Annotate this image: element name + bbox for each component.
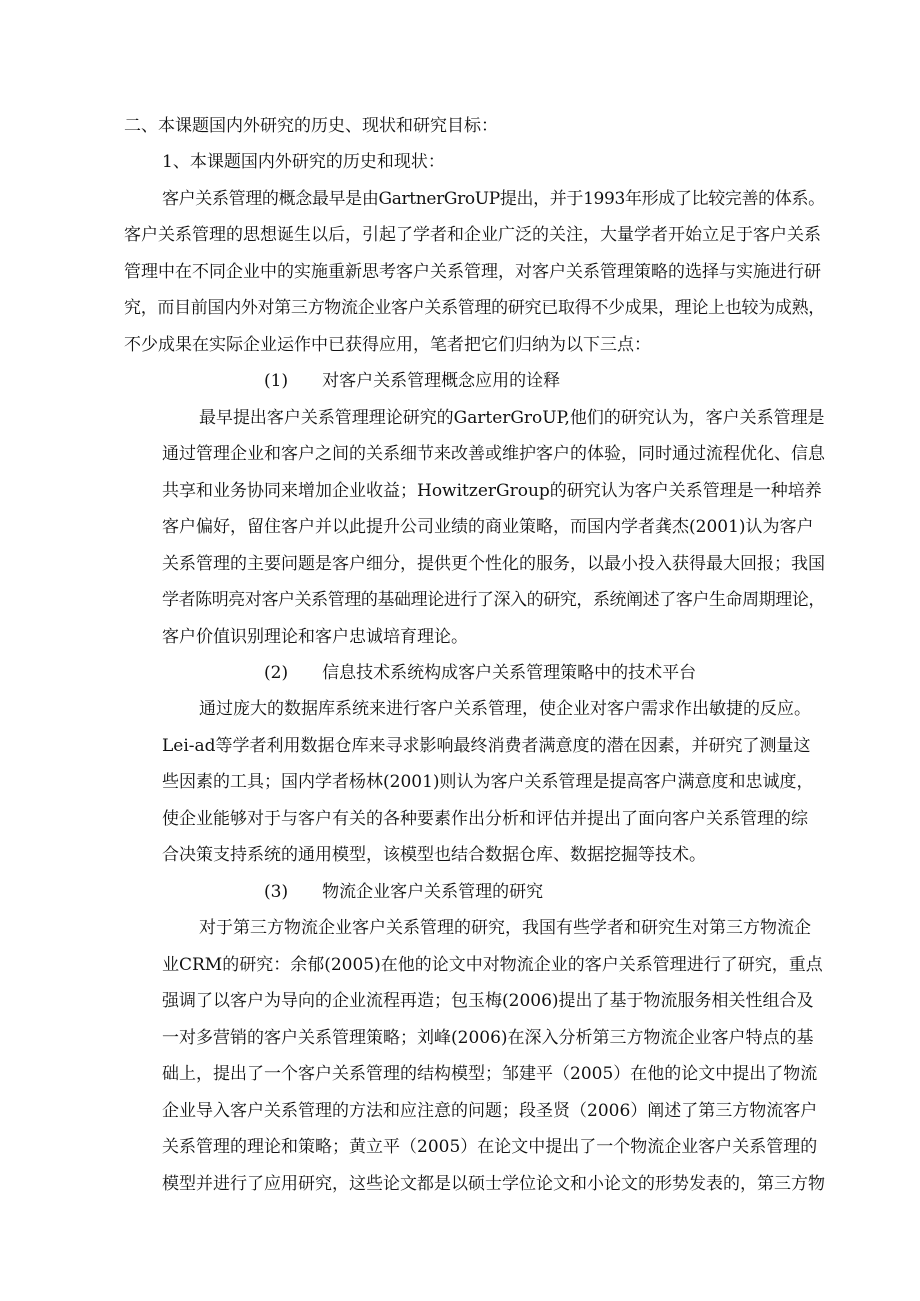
list-item-heading-3: (3) 物流企业客户关系管理的研究 xyxy=(264,882,544,902)
paragraph-line: 通过管理企业和客户之间的关系细节来改善或维护客户的体验，同时通过流程优化、信息 xyxy=(162,444,825,464)
paragraph-line: 模型并进行了应用研究，这些论文都是以硕士学位论文和小论文的形势发表的，第三方物 xyxy=(162,1174,825,1194)
paragraph-line: 一对多营销的客户关系管理策略；刘峰(2006)在深入分析第三方物流企业客户特点的基 xyxy=(162,1028,814,1048)
paragraph-line: 最早提出客户关系管理理论研究的GarterGroUP,他们的研究认为，客户关系管理是 xyxy=(199,408,825,428)
paragraph-line: 合决策支持系统的通用模型，该模型也结合数据仓库、数据挖掘等技术。 xyxy=(162,845,706,865)
paragraph-line: 客户价值识别理论和客户忠诚培育理论。 xyxy=(162,627,468,647)
paragraph-line: 客户关系管理的概念最早是由GartnerGroUP提出，并于1993年形成了比较完善的体系。 xyxy=(162,189,825,209)
paragraph-line: Lei-ad等学者利用数据仓库来寻求影响最终消费者满意度的潜在因素，并研究了测量这 xyxy=(162,736,811,756)
section-heading: 二、本课题国内外研究的历史、现状和研究目标： xyxy=(124,116,498,136)
paragraph-line: 企业导入客户关系管理的方法和应注意的问题；段圣贤（2006）阐述了第三方物流客户 xyxy=(162,1101,818,1121)
paragraph-line: 究，而目前国内外对第三方物流企业客户关系管理的研究已取得不少成果，理论上也较为成熟， xyxy=(124,298,825,318)
paragraph-line: 础上，提出了一个客户关系管理的结构模型；邹建平（2005）在他的论文中提出了物流 xyxy=(162,1064,818,1084)
paragraph-line: 使企业能够对于与客户有关的各种要素作出分析和评估并提出了面向客户关系管理的综 xyxy=(162,809,808,829)
paragraph-line: 共享和业务协同来增加企业收益；HowitzerGroup的研究认为客户关系管理是一种培养 xyxy=(162,481,822,501)
paragraph-line: 关系管理的理论和策略；黄立平（2005）在论文中提出了一个物流企业客户关系管理的 xyxy=(162,1137,818,1157)
paragraph-line: 业CRM的研究：余郁(2005)在他的论文中对物流企业的客户关系管理进行了研究，重点 xyxy=(162,955,823,975)
paragraph-line: 强调了以客户为导向的企业流程再造；包玉梅(2006)提出了基于物流服务相关性组合及 xyxy=(162,991,814,1011)
paragraph-line: 客户关系管理的思想诞生以后，引起了学者和企业广泛的关注，大量学者开始立足于客户关系 xyxy=(124,225,821,245)
paragraph-line: 些因素的工具；国内学者杨林(2001)则认为客户关系管理是提高客户满意度和忠诚度， xyxy=(162,772,814,792)
paragraph-line: 关系管理的主要问题是客户细分，提供更个性化的服务，以最小投入获得最大回报；我国 xyxy=(162,554,825,574)
paragraph-line: 管理中在不同企业中的实施重新思考客户关系管理，对客户关系管理策略的选择与实施进行研 xyxy=(124,262,821,282)
paragraph-line: 不少成果在实际企业运作中已获得应用，笔者把它们归纳为以下三点： xyxy=(124,335,651,355)
paragraph-line: 客户偏好，留住客户并以此提升公司业绩的商业策略，而国内学者龚杰(2001)认为客户 xyxy=(162,517,814,537)
subsection-heading: 1、本课题国内外研究的历史和现状： xyxy=(162,152,445,172)
list-item-heading-1: (1) 对客户关系管理概念应用的诠释 xyxy=(264,371,561,391)
paragraph-line: 通过庞大的数据库系统来进行客户关系管理，使企业对客户需求作出敏捷的反应。 xyxy=(199,699,811,719)
paragraph-line: 对于第三方物流企业客户关系管理的研究，我国有些学者和研究生对第三方物流企 xyxy=(199,918,811,938)
paragraph-line: 学者陈明亮对客户关系管理的基础理论进行了深入的研究，系统阐述了客户生命周期理论， xyxy=(162,590,825,610)
list-item-heading-2: (2) 信息技术系统构成客户关系管理策略中的技术平台 xyxy=(264,663,697,683)
